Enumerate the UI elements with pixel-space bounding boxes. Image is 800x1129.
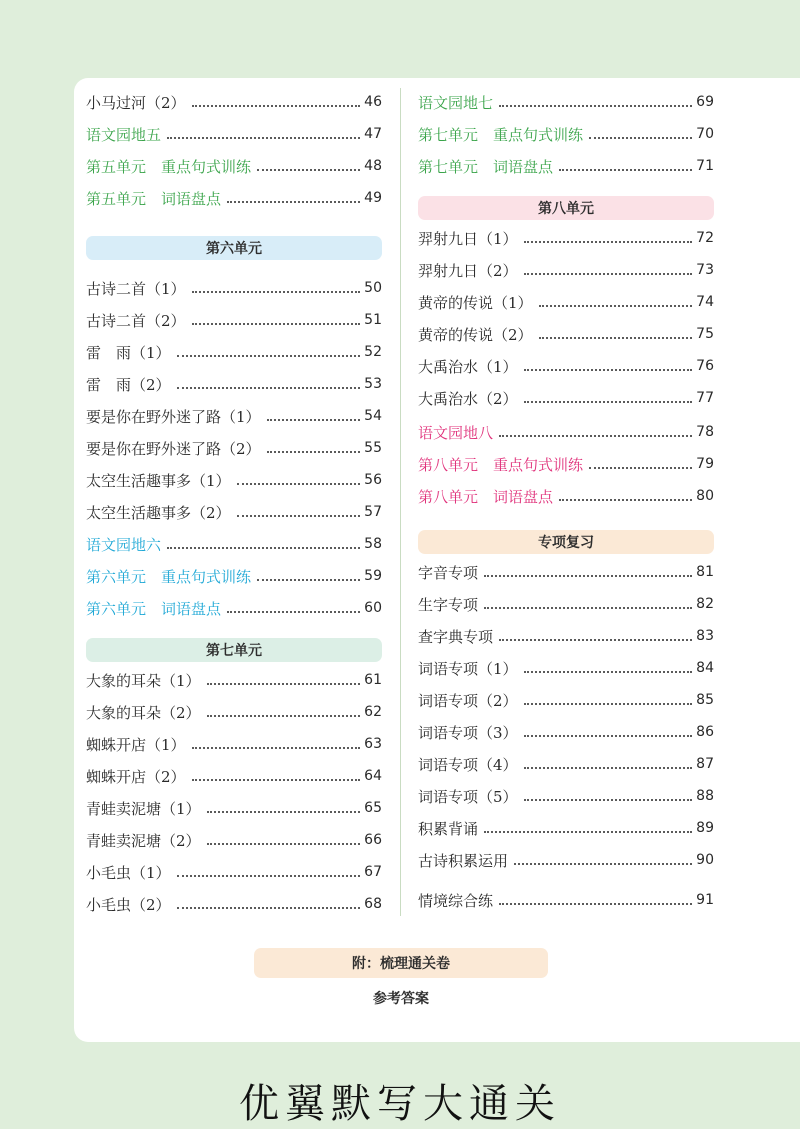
toc-entry-label: 太空生活趣事多（2） (86, 503, 231, 522)
toc-entry-page: 78 (696, 424, 714, 440)
dot-leader (267, 451, 360, 453)
toc-entry-page: 48 (364, 158, 382, 174)
toc-entry-page: 85 (696, 692, 714, 708)
toc-entry[interactable] (86, 858, 382, 886)
dot-leader (177, 387, 360, 389)
toc-entry[interactable] (86, 762, 382, 790)
toc-entry[interactable] (418, 782, 714, 810)
dot-leader (539, 337, 692, 339)
toc-entry-label: 词语专项（2） (418, 691, 518, 710)
toc-entry-label: 第六单元 重点句式训练 (86, 567, 252, 586)
toc-entry-page: 67 (364, 864, 382, 880)
dot-leader (589, 137, 692, 139)
toc-entry-label: 词语专项（3） (418, 723, 518, 742)
dot-leader (207, 811, 360, 813)
toc-entry-label: 语文园地五 (86, 125, 162, 144)
dot-leader (257, 169, 360, 171)
toc-entry[interactable] (86, 370, 382, 398)
toc-entry-page: 77 (696, 390, 714, 406)
toc-entry[interactable] (418, 718, 714, 746)
toc-entry-page: 82 (696, 596, 714, 612)
toc-entry-label: 情境综合练 (418, 891, 494, 910)
toc-entry[interactable] (86, 120, 382, 148)
toc-right-column (418, 86, 714, 916)
dot-leader (207, 715, 360, 717)
toc-entry-label: 小毛虫（1） (86, 863, 171, 882)
dot-leader (177, 907, 360, 909)
toc-entry-page: 90 (696, 852, 714, 868)
toc-entry-label: 第五单元 词语盘点 (86, 189, 222, 208)
toc-entry[interactable] (418, 224, 714, 252)
toc-entry[interactable] (86, 666, 382, 694)
toc-entry-page: 71 (696, 158, 714, 174)
toc-entry-page: 52 (364, 344, 382, 360)
dot-leader (257, 579, 360, 581)
toc-entry-label: 第八单元 重点句式训练 (418, 455, 584, 474)
toc-entry-label: 太空生活趣事多（1） (86, 471, 231, 490)
toc-entry[interactable] (86, 274, 382, 302)
toc-left-column (86, 86, 382, 916)
dot-leader (484, 831, 692, 833)
answers-link[interactable]: 参考答案 (373, 991, 429, 1007)
dot-leader (484, 575, 692, 577)
dot-leader (177, 355, 360, 357)
dot-leader (524, 369, 692, 371)
dot-leader (207, 843, 360, 845)
dot-leader (524, 401, 692, 403)
toc-entry-label: 第八单元 词语盘点 (418, 487, 554, 506)
toc-entry-label: 蜘蛛开店（2） (86, 767, 186, 786)
toc-entry[interactable] (418, 418, 714, 446)
dot-leader (524, 241, 692, 243)
toc-entry-label: 词语专项（1） (418, 659, 518, 678)
toc-entry-label: 词语专项（4） (418, 755, 518, 774)
toc-entry-page: 72 (696, 230, 714, 246)
toc-entry-page: 65 (364, 800, 382, 816)
toc-entry[interactable] (86, 402, 382, 430)
toc-entry-label: 黄帝的传说（1） (418, 293, 533, 312)
toc-entry[interactable] (86, 184, 382, 212)
toc-entry-label: 语文园地七 (418, 93, 494, 112)
toc-entry[interactable] (418, 814, 714, 842)
dot-leader (499, 435, 692, 437)
toc-entry-label: 大象的耳朵（2） (86, 703, 201, 722)
toc-entry-label: 生字专项 (418, 595, 479, 614)
dot-leader (524, 799, 692, 801)
dot-leader (524, 735, 692, 737)
toc-entry-page: 50 (364, 280, 382, 296)
toc-entry-label: 要是你在野外迷了路（1） (86, 407, 261, 426)
dot-leader (524, 273, 692, 275)
toc-entry[interactable] (418, 288, 714, 316)
toc-entry[interactable] (418, 88, 714, 116)
toc-entry-label: 大禹治水（1） (418, 357, 518, 376)
toc-entry[interactable] (418, 886, 714, 914)
toc-entry[interactable] (418, 590, 714, 618)
footer-title: 优翼默写大通关 (239, 1081, 561, 1127)
toc-entry-page: 91 (696, 892, 714, 908)
toc-entry[interactable] (86, 498, 382, 526)
toc-entry-page: 46 (364, 94, 382, 110)
dot-leader (177, 875, 360, 877)
toc-entry-label: 古诗二首（1） (86, 279, 186, 298)
toc-entry-label: 雷 雨（1） (86, 343, 171, 362)
toc-entry[interactable] (418, 120, 714, 148)
dot-leader (192, 747, 360, 749)
section-header-unit8: 第八单元 (418, 196, 714, 220)
toc-entry-label: 积累背诵 (418, 819, 479, 838)
dot-leader (514, 863, 692, 865)
dot-leader (237, 483, 360, 485)
toc-entry-label: 蜘蛛开店（1） (86, 735, 186, 754)
toc-entry-page: 47 (364, 126, 382, 142)
toc-entry-label: 青蛙卖泥塘（1） (86, 799, 201, 818)
toc-entry-label: 羿射九日（1） (418, 229, 518, 248)
toc-entry[interactable] (418, 654, 714, 682)
toc-entry-page: 51 (364, 312, 382, 328)
toc-entry[interactable] (418, 558, 714, 586)
toc-entry-label: 小马过河（2） (86, 93, 186, 112)
dot-leader (559, 499, 692, 501)
toc-entry-page: 89 (696, 820, 714, 836)
toc-entry-label: 羿射九日（2） (418, 261, 518, 280)
dot-leader (267, 419, 360, 421)
dot-leader (227, 201, 360, 203)
toc-entry[interactable] (86, 826, 382, 854)
toc-entry[interactable] (86, 152, 382, 180)
toc-entry[interactable] (418, 352, 714, 380)
toc-entry[interactable] (418, 152, 714, 180)
toc-entry[interactable] (86, 562, 382, 590)
toc-entry[interactable] (86, 434, 382, 462)
dot-leader (192, 291, 360, 293)
toc-entry[interactable] (418, 320, 714, 348)
toc-entry-label: 要是你在野外迷了路（2） (86, 439, 261, 458)
toc-entry-label: 黄帝的传说（2） (418, 325, 533, 344)
dot-leader (192, 323, 360, 325)
toc-entry[interactable] (418, 482, 714, 510)
toc-entry[interactable] (86, 466, 382, 494)
toc-entry-label: 大象的耳朵（1） (86, 671, 201, 690)
toc-entry[interactable] (86, 794, 382, 822)
toc-entry-page: 84 (696, 660, 714, 676)
toc-entry-page: 60 (364, 600, 382, 616)
toc-entry-label: 查字典专项 (418, 627, 494, 646)
dot-leader (192, 105, 360, 107)
toc-entry-label: 古诗积累运用 (418, 851, 509, 870)
dot-leader (499, 105, 692, 107)
appendix-header[interactable]: 附：梳理通关卷 (254, 948, 548, 978)
toc-entry-page: 87 (696, 756, 714, 772)
toc-entry[interactable] (418, 622, 714, 650)
toc-entry-label: 第六单元 词语盘点 (86, 599, 222, 618)
toc-entry-page: 69 (696, 94, 714, 110)
dot-leader (227, 611, 360, 613)
toc-entry[interactable] (418, 686, 714, 714)
toc-entry[interactable] (418, 256, 714, 284)
toc-entry-page: 68 (364, 896, 382, 912)
toc-entry-page: 63 (364, 736, 382, 752)
toc-entry[interactable] (86, 338, 382, 366)
dot-leader (559, 169, 692, 171)
toc-entry-label: 语文园地八 (418, 423, 494, 442)
dot-leader (589, 467, 692, 469)
toc-entry-page: 66 (364, 832, 382, 848)
dot-leader (539, 305, 692, 307)
toc-entry-page: 83 (696, 628, 714, 644)
toc-entry-page: 62 (364, 704, 382, 720)
section-header-review: 专项复习 (418, 530, 714, 554)
dot-leader (499, 903, 692, 905)
toc-entry-page: 64 (364, 768, 382, 784)
toc-entry-label: 语文园地六 (86, 535, 162, 554)
dot-leader (192, 779, 360, 781)
toc-entry-label: 第五单元 重点句式训练 (86, 157, 252, 176)
toc-entry[interactable] (418, 750, 714, 778)
section-header-unit6: 第六单元 (86, 236, 382, 260)
toc-entry[interactable] (86, 306, 382, 334)
section-header-unit7: 第七单元 (86, 638, 382, 662)
toc-entry-page: 49 (364, 190, 382, 206)
dot-leader (207, 683, 360, 685)
toc-entry-page: 59 (364, 568, 382, 584)
dot-leader (167, 137, 360, 139)
toc-entry[interactable] (86, 730, 382, 758)
dot-leader (237, 515, 360, 517)
toc-entry[interactable] (86, 698, 382, 726)
toc-entry-label: 字音专项 (418, 563, 479, 582)
toc-entry-label: 小毛虫（2） (86, 895, 171, 914)
toc-entry-label: 大禹治水（2） (418, 389, 518, 408)
toc-entry-label: 古诗二首（2） (86, 311, 186, 330)
dot-leader (524, 703, 692, 705)
toc-entry-label: 第七单元 重点句式训练 (418, 125, 584, 144)
toc-entry-label: 青蛙卖泥塘（2） (86, 831, 201, 850)
toc-entry[interactable] (418, 450, 714, 478)
toc-entry-page: 58 (364, 536, 382, 552)
toc-entry-page: 80 (696, 488, 714, 504)
toc-entry[interactable] (418, 846, 714, 874)
toc-entry-page: 81 (696, 564, 714, 580)
toc-entry-page: 76 (696, 358, 714, 374)
toc-entry-label: 词语专项（5） (418, 787, 518, 806)
toc-entry-page: 56 (364, 472, 382, 488)
toc-entry[interactable] (86, 594, 382, 622)
toc-entry-page: 55 (364, 440, 382, 456)
toc-entry[interactable] (86, 530, 382, 558)
dot-leader (167, 547, 360, 549)
toc-entry-page: 88 (696, 788, 714, 804)
toc-entry-page: 79 (696, 456, 714, 472)
dot-leader (524, 671, 692, 673)
toc-entry[interactable] (86, 890, 382, 918)
dot-leader (524, 767, 692, 769)
dot-leader (484, 607, 692, 609)
toc-entry-page: 74 (696, 294, 714, 310)
toc-entry-page: 75 (696, 326, 714, 342)
toc-entry[interactable] (86, 88, 382, 116)
toc-entry-label: 雷 雨（2） (86, 375, 171, 394)
toc-entry-label: 第七单元 词语盘点 (418, 157, 554, 176)
toc-entry-page: 53 (364, 376, 382, 392)
toc-entry-page: 86 (696, 724, 714, 740)
toc-entry-page: 70 (696, 126, 714, 142)
toc-entry-page: 61 (364, 672, 382, 688)
toc-entry-page: 54 (364, 408, 382, 424)
toc-entry[interactable] (418, 384, 714, 412)
column-divider (400, 88, 401, 916)
dot-leader (499, 639, 692, 641)
toc-entry-page: 57 (364, 504, 382, 520)
toc-entry-page: 73 (696, 262, 714, 278)
